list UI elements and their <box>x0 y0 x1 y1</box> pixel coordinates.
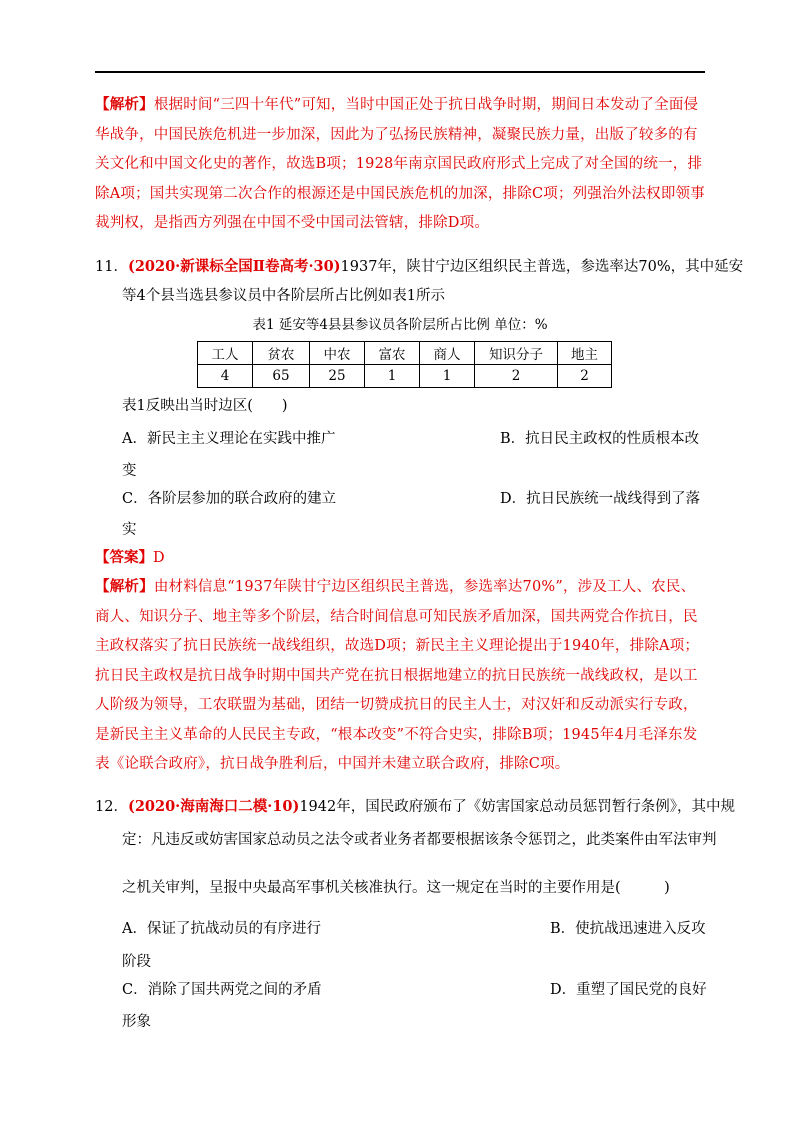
q11-stem-line2: 等4个县当选县参议员中各阶层所占比例如表1所示 <box>122 288 445 304</box>
q12-option-c[interactable]: C．消除了国共两党之间的矛盾 <box>122 982 322 998</box>
table-value-cell: 65 <box>253 365 310 388</box>
table-caption: 表1 延安等4县县参议员各阶层所占比例 单位：% <box>252 317 548 333</box>
q11-option-b[interactable]: B．抗日民主政权的性质根本改 <box>500 431 700 447</box>
table-value-cell: 2 <box>558 365 612 388</box>
q10-analysis <box>95 90 707 239</box>
analysis-text: 由材料信息“1937年陕甘宁边区组织民主普选，参选率达70%”，涉及工人、农民、商人、知识分子、地主等多个阶层，结合时间信息可知民族矛盾加深，国共两党合作抗日，民主政权落实了抗日民族统一战线组织，故选D项；新民主主义理论提出于1940年，排除A项；抗日民主政权是抗日战争时期中国共产党在抗日根据地建立的抗日民族统一战线政权，是以工人阶级为领导，工农联盟为基础，团结一切赞成抗日的民主人士，对汉奸和反动派实行专政，是新民主主义革命的人民民主专政，“根本改变”不符合史实，排除B项；1945年4月毛泽东发表《论联合政府》，抗日战争胜利后，中国并未建立联合政府，排除C项。 <box>95 579 700 772</box>
question-stem: 1937年，陕甘宁边区组织民主普选，参选率达70%，其中延安 <box>340 259 744 275</box>
q12-option-a[interactable]: A．保证了抗战动员的有序进行 <box>122 921 321 937</box>
table-header-cell: 富农 <box>365 342 420 365</box>
table-value-cell: 25 <box>310 365 365 388</box>
q12-option-b[interactable]: B．使抗战迅速进入反攻 <box>550 921 706 937</box>
q12-stem-line3: 之机关审判，呈报中央最高军事机关核准执行。这一规定在当时的主要作用是( ) <box>122 880 670 896</box>
header-rule <box>95 71 705 73</box>
q11-option-c[interactable]: C．各阶层参加的联合政府的建立 <box>122 491 337 507</box>
data-table <box>197 341 612 388</box>
q11-prompt: 表1反映出当时边区( ) <box>122 398 288 414</box>
table-header-cell: 贫农 <box>253 342 310 365</box>
table-header-cell: 工人 <box>198 342 253 365</box>
q11-answer <box>95 546 165 567</box>
analysis-text: 根据时间“三四十年代”可知，当时中国正处于抗日战争时期，期间日本发动了全面侵华战争，中国民族危机进一步加深，因此为了弘扬民族精神，凝聚民族力量，出版了较多的有关文化和中国文化史的著作，故选B项；1928年南京国民政府形式上完成了对全国的统一，排除A项；国共实现第二次合作的根源还是中国民族危机的加深，排除C项；列强治外法权即领事裁判权，是指西方列强在中国不受中国司法管辖，排除D项。 <box>95 97 705 231</box>
q12-option-a-cont: 阶段 <box>122 954 151 970</box>
q11-option-b-cont: 变 <box>122 463 137 479</box>
analysis-tag: 【解析】 <box>95 96 154 113</box>
q11-analysis <box>95 572 707 780</box>
table-header-cell: 知识分子 <box>475 342 558 365</box>
table-header-cell: 商人 <box>420 342 475 365</box>
question-source: (2020·新课标全国Ⅱ卷高考·30) <box>127 258 341 275</box>
table-value-row <box>198 365 612 388</box>
answer-tag: 【答案】 <box>95 549 153 566</box>
table-header-row <box>198 342 612 365</box>
question-stem: 1942年，国民政府颁布了《妨害国家总动员惩罚暂行条例》，其中规 <box>299 799 735 815</box>
q11-option-a[interactable]: A．新民主主义理论在实践中推广 <box>122 431 336 447</box>
q12-option-c-cont: 形象 <box>122 1014 151 1030</box>
table-value-cell: 1 <box>420 365 475 388</box>
answer-value: D <box>153 550 165 566</box>
q12-stem-line1 <box>95 795 735 816</box>
q12-option-d[interactable]: D．重塑了国民党的良好 <box>550 982 707 998</box>
question-number: 11． <box>95 259 128 275</box>
question-number: 12． <box>95 799 128 815</box>
table-value-cell: 4 <box>198 365 253 388</box>
question-source: (2020·海南海口二模·10) <box>127 798 300 815</box>
table-value-cell: 2 <box>475 365 558 388</box>
table-value-cell: 1 <box>365 365 420 388</box>
q11-option-d[interactable]: D．抗日民族统一战线得到了落 <box>500 491 701 507</box>
analysis-tag: 【解析】 <box>95 578 154 595</box>
q11-option-d-cont: 实 <box>122 522 137 538</box>
q11-stem-line1 <box>95 255 743 276</box>
table-header-cell: 中农 <box>310 342 365 365</box>
q12-stem-line2: 定：凡违反或妨害国家总动员之法令或者业务者都要根据该条令惩罚之，此类案件由军法审判 <box>122 832 717 848</box>
table-header-cell: 地主 <box>558 342 612 365</box>
